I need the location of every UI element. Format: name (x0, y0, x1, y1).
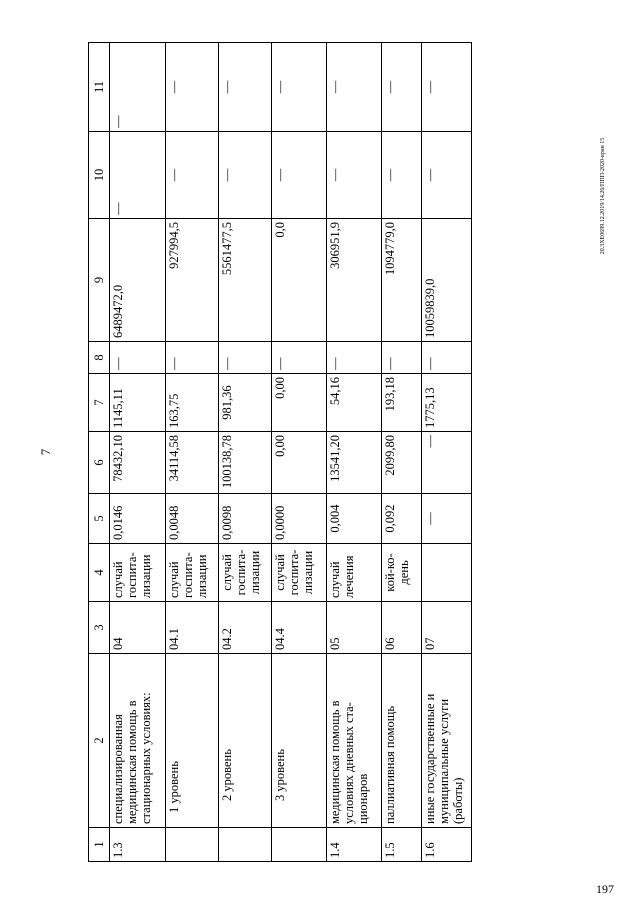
table-row (272, 43, 327, 862)
row-number (272, 828, 327, 862)
col8-value: — (272, 342, 327, 374)
service-name: медицинская помощь в условиях дневных ста-ционаров (327, 654, 382, 828)
table-row (219, 43, 272, 862)
col11-value: — (219, 43, 272, 132)
cost-per-unit: 2099,80 (382, 432, 422, 494)
line-code: 04.1 (166, 602, 219, 654)
service-name: специализированная медицинская помощь в стационарных условиях: (110, 654, 166, 828)
service-name: 1 уровень (166, 654, 219, 828)
per-capita: 54,16 (327, 374, 382, 432)
financing-table (88, 42, 472, 862)
col8-value: — (219, 342, 272, 374)
header-cell: 7 (89, 374, 110, 432)
per-capita: 163,75 (166, 374, 219, 432)
table-row (166, 43, 219, 862)
service-name: паллиативная помощь (382, 654, 422, 828)
row-number: 1.5 (382, 828, 422, 862)
header-cell: 9 (89, 219, 110, 342)
cost-per-unit: — (422, 432, 472, 494)
header-cell: 8 (89, 342, 110, 374)
cost-per-unit: 0,00 (272, 432, 327, 494)
line-code: 04.2 (219, 602, 272, 654)
total-amount: 10059839,0 (422, 219, 472, 342)
row-number: 1.4 (327, 828, 382, 862)
col11-value: — (382, 43, 422, 132)
volume: 0,004 (327, 494, 382, 544)
per-capita: 1145,11 (110, 374, 166, 432)
col10-value: — (110, 132, 166, 219)
col10-value: — (327, 132, 382, 219)
line-code: 04 (110, 602, 166, 654)
table-row (327, 43, 382, 862)
volume: 0,0146 (110, 494, 166, 544)
col8-value: — (327, 342, 382, 374)
line-code: 05 (327, 602, 382, 654)
header-cell: 6 (89, 432, 110, 494)
col10-value: — (422, 132, 472, 219)
volume: 0,092 (382, 494, 422, 544)
header-cell: 11 (89, 43, 110, 132)
col8-value: — (382, 342, 422, 374)
table-row (422, 43, 472, 862)
rotated-table-container (88, 43, 465, 862)
row-number: 1.3 (110, 828, 166, 862)
cost-per-unit: 78432,10 (110, 432, 166, 494)
cost-per-unit: 13541,20 (327, 432, 382, 494)
total-amount: 5561477,5 (219, 219, 272, 342)
cost-per-unit: 34114,58 (166, 432, 219, 494)
unit: случай лечения (327, 544, 382, 602)
header-cell: 2 (89, 654, 110, 828)
header-cell: 4 (89, 544, 110, 602)
col8-value: — (110, 342, 166, 374)
per-capita: 193,18 (382, 374, 422, 432)
per-capita: 1775,13 (422, 374, 472, 432)
service-name: иные государственные и муниципальные услуги (работы) (422, 654, 472, 828)
row-number (219, 828, 272, 862)
volume: 0,0048 (166, 494, 219, 544)
col11-value: — (327, 43, 382, 132)
row-number: 1.6 (422, 828, 472, 862)
volume: — (422, 494, 472, 544)
col11-value: — (422, 43, 472, 132)
unit: случай госпита-лизации (219, 544, 272, 602)
unit (422, 544, 472, 602)
per-capita: 0,00 (272, 374, 327, 432)
header-cell: 10 (89, 132, 110, 219)
col11-value: — (110, 43, 166, 132)
table-header-row (89, 43, 110, 862)
col10-value: — (166, 132, 219, 219)
footer-page-number: 197 (596, 882, 614, 896)
col11-value: — (272, 43, 327, 132)
unit: случай госпита-лизации (166, 544, 219, 602)
unit: случай госпита-лизации (272, 544, 327, 602)
col10-value: — (382, 132, 422, 219)
unit: кой-ко-день (382, 544, 422, 602)
col11-value: — (166, 43, 219, 132)
header-cell: 5 (89, 494, 110, 544)
row-number (166, 828, 219, 862)
document-code: 20.3XE0699.12.2019/14.26/ППП-2020-вран 15 (600, 137, 606, 255)
total-amount: 6489472,0 (110, 219, 166, 342)
table-row (110, 43, 166, 862)
col10-value: — (272, 132, 327, 219)
header-cell: 3 (89, 602, 110, 654)
per-capita: 981,36 (219, 374, 272, 432)
col10-value: — (219, 132, 272, 219)
volume: 0,0098 (219, 494, 272, 544)
total-amount: 927994,5 (166, 219, 219, 342)
page-number: 7 (38, 448, 53, 456)
col8-value: — (166, 342, 219, 374)
service-name: 3 уровень (272, 654, 327, 828)
total-amount: 0,0 (272, 219, 327, 342)
unit: случай госпита-лизации (110, 544, 166, 602)
line-code: 04.4 (272, 602, 327, 654)
total-amount: 1094779,0 (382, 219, 422, 342)
service-name: 2 уровень (219, 654, 272, 828)
col8-value: — (422, 342, 472, 374)
line-code: 06 (382, 602, 422, 654)
cost-per-unit: 100138,78 (219, 432, 272, 494)
line-code: 07 (422, 602, 472, 654)
volume: 0,0000 (272, 494, 327, 544)
header-cell: 1 (89, 828, 110, 862)
table-row (382, 43, 422, 862)
total-amount: 306951,9 (327, 219, 382, 342)
